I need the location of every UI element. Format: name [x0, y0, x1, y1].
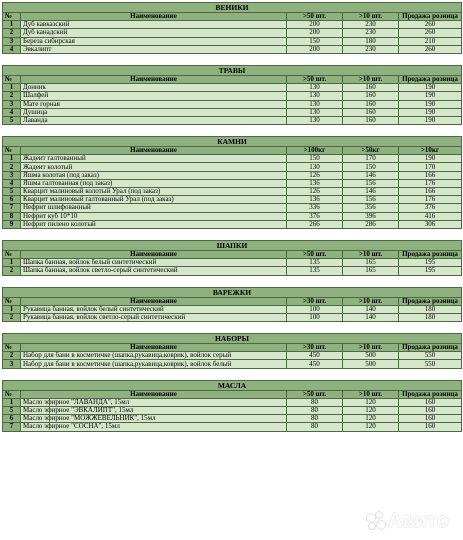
price-retail: 180 [399, 313, 462, 321]
price-retail: 210 [399, 37, 462, 45]
product-name: Донник [21, 84, 287, 92]
row-number: 1 [3, 21, 21, 29]
price-retail: 170 [399, 163, 462, 171]
price-tier-2: 180 [343, 37, 399, 45]
product-name: Береза сибирская [21, 37, 287, 45]
header-tier-1: >100кг [287, 147, 343, 155]
section-4 [2, 287, 461, 323]
table-row [3, 155, 462, 163]
price-tier-1: 126 [287, 171, 343, 179]
header-tier-2: >10 шт. [343, 13, 399, 21]
header-retail: Продажа розница [399, 13, 462, 21]
section-title: КАМНИ [3, 137, 462, 147]
price-tier-1: 80 [287, 423, 343, 431]
row-number: 4 [3, 45, 21, 53]
section-1 [2, 65, 461, 125]
product-name: Яшма колотая (под заказ) [21, 171, 287, 179]
table-row [3, 179, 462, 187]
section-title: НАБОРЫ [3, 334, 462, 344]
header-tier-1: >50 шт. [287, 390, 343, 398]
price-tier-1: 130 [287, 100, 343, 108]
header-num: № [3, 75, 21, 83]
row-number: 5 [3, 407, 21, 415]
price-tier-2: 156 [343, 196, 399, 204]
table-row [3, 29, 462, 37]
product-name: Масло эфирное "МОЖЖЕВЕЛЬНИК", 15мл [21, 415, 287, 423]
header-num: № [3, 390, 21, 398]
price-tier-2: 120 [343, 423, 399, 431]
price-list [2, 2, 461, 443]
table-row [3, 352, 462, 360]
row-number: 1 [3, 155, 21, 163]
price-tier-1: 200 [287, 45, 343, 53]
product-name: Набор для бани в косметичке (шапка,рукавица,коврик), войлок белый [21, 360, 287, 368]
product-name: Душица [21, 108, 287, 116]
header-name: Наименование [21, 390, 287, 398]
price-retail: 550 [399, 352, 462, 360]
header-row [3, 250, 462, 258]
price-tier-2: 146 [343, 171, 399, 179]
section-title-row [3, 3, 462, 13]
table-row [3, 100, 462, 108]
header-name: Наименование [21, 250, 287, 258]
table-row [3, 204, 462, 212]
header-name: Наименование [21, 344, 287, 352]
header-name: Наименование [21, 13, 287, 21]
price-tier-2: 160 [343, 100, 399, 108]
header-row [3, 390, 462, 398]
section-6 [2, 380, 461, 432]
row-number: 7 [3, 423, 21, 431]
price-tier-1: 130 [287, 92, 343, 100]
price-tier-1: 136 [287, 196, 343, 204]
table-row [3, 171, 462, 179]
price-tier-2: 160 [343, 116, 399, 124]
price-retail: 176 [399, 196, 462, 204]
table-row [3, 415, 462, 423]
price-tier-2: 156 [343, 179, 399, 187]
header-retail: Продажа розница [399, 344, 462, 352]
product-name: Масло эфирное "ЭВКАЛИПТ", 15мл [21, 407, 287, 415]
table-row [3, 360, 462, 368]
header-num: № [3, 13, 21, 21]
price-tier-1: 130 [287, 163, 343, 171]
section-title-row [3, 334, 462, 344]
header-tier-1: >30 шт. [287, 344, 343, 352]
row-number: 4 [3, 179, 21, 187]
price-tier-2: 500 [343, 360, 399, 368]
product-name: Жадеит галтованный [21, 155, 287, 163]
price-tier-2: 120 [343, 407, 399, 415]
header-num: № [3, 297, 21, 305]
price-tier-2: 150 [343, 163, 399, 171]
section-title-row [3, 240, 462, 250]
price-table [2, 240, 462, 276]
row-number: 6 [3, 415, 21, 423]
header-tier-2: >10 шт. [343, 75, 399, 83]
header-num: № [3, 250, 21, 258]
section-5 [2, 333, 461, 369]
header-name: Наименование [21, 297, 287, 305]
section-title: ВЕНИКИ [3, 3, 462, 13]
table-row [3, 398, 462, 406]
table-row [3, 259, 462, 267]
table-row [3, 108, 462, 116]
price-table [2, 2, 462, 54]
row-number: 1 [3, 259, 21, 267]
price-tier-2: 500 [343, 352, 399, 360]
section-title: ТРАВЫ [3, 65, 462, 75]
price-tier-1: 126 [287, 188, 343, 196]
product-name: Яшма галтованная (под заказ) [21, 179, 287, 187]
table-row [3, 163, 462, 171]
price-tier-1: 80 [287, 415, 343, 423]
price-tier-1: 130 [287, 116, 343, 124]
row-number: 2 [3, 29, 21, 37]
price-tier-1: 136 [287, 179, 343, 187]
row-number: 7 [3, 204, 21, 212]
table-row [3, 267, 462, 275]
header-tier-1: >50 шт. [287, 75, 343, 83]
price-table [2, 136, 462, 229]
price-tier-2: 140 [343, 305, 399, 313]
price-tier-2: 230 [343, 21, 399, 29]
row-number: 2 [3, 352, 21, 360]
row-number: 1 [3, 398, 21, 406]
price-retail: 160 [399, 415, 462, 423]
table-row [3, 21, 462, 29]
price-tier-2: 160 [343, 84, 399, 92]
section-0 [2, 2, 461, 54]
product-name: Набор для бани в косметичке (шапка,рукавица,коврик), войлок серый [21, 352, 287, 360]
header-retail: Продажа розница [399, 75, 462, 83]
price-tier-1: 130 [287, 84, 343, 92]
price-tier-2: 160 [343, 92, 399, 100]
table-row [3, 313, 462, 321]
product-name: Жадеит колотый [21, 163, 287, 171]
price-retail: 416 [399, 212, 462, 220]
table-row [3, 45, 462, 53]
header-retail: Продажа розница [399, 297, 462, 305]
product-name: Нефрит шлифованный [21, 204, 287, 212]
row-number: 4 [3, 108, 21, 116]
header-retail: >10кг [399, 147, 462, 155]
price-table [2, 65, 462, 125]
price-tier-1: 336 [287, 204, 343, 212]
section-title-row [3, 287, 462, 297]
table-row [3, 37, 462, 45]
product-name: Дуб канадский [21, 29, 287, 37]
header-retail: Продажа розница [399, 390, 462, 398]
price-retail: 195 [399, 267, 462, 275]
price-retail: 180 [399, 305, 462, 313]
price-tier-2: 140 [343, 313, 399, 321]
price-tier-1: 80 [287, 398, 343, 406]
price-retail: 260 [399, 21, 462, 29]
price-retail: 260 [399, 29, 462, 37]
header-tier-1: >50 шт. [287, 250, 343, 258]
price-table [2, 333, 462, 369]
product-name: Шапка банная, войлок светло-серый синтетический [21, 267, 287, 275]
price-tier-1: 376 [287, 212, 343, 220]
price-tier-1: 200 [287, 29, 343, 37]
section-title: ШАПКИ [3, 240, 462, 250]
row-number: 6 [3, 196, 21, 204]
price-retail: 550 [399, 360, 462, 368]
product-name: Рукавица банная, войлок светло-серый синтетический [21, 313, 287, 321]
row-number: 9 [3, 220, 21, 228]
header-tier-2: >10 шт. [343, 297, 399, 305]
table-row [3, 220, 462, 228]
section-title-row [3, 137, 462, 147]
product-name: Кварцит малиновый колотый Урал (под заказ) [21, 188, 287, 196]
price-tier-2: 160 [343, 108, 399, 116]
row-number: 5 [3, 188, 21, 196]
product-name: Эвкалипт [21, 45, 287, 53]
table-row [3, 407, 462, 415]
avito-logo-icon [365, 511, 385, 531]
header-retail: Продажа розница [399, 250, 462, 258]
table-row [3, 188, 462, 196]
table-row [3, 212, 462, 220]
row-number: 5 [3, 116, 21, 124]
header-tier-2: >10 шт. [343, 250, 399, 258]
price-tier-2: 170 [343, 155, 399, 163]
row-number: 2 [3, 163, 21, 171]
price-tier-2: 230 [343, 45, 399, 53]
header-row [3, 147, 462, 155]
price-tier-2: 356 [343, 204, 399, 212]
price-tier-1: 135 [287, 259, 343, 267]
price-tier-1: 150 [287, 37, 343, 45]
table-row [3, 92, 462, 100]
price-table [2, 287, 462, 323]
price-tier-2: 396 [343, 212, 399, 220]
section-2 [2, 136, 461, 229]
product-name: Шалфей [21, 92, 287, 100]
header-tier-1: >30 шт. [287, 297, 343, 305]
price-tier-1: 450 [287, 360, 343, 368]
product-name: Мате горная [21, 100, 287, 108]
price-retail: 190 [399, 84, 462, 92]
price-retail: 190 [399, 108, 462, 116]
price-tier-2: 286 [343, 220, 399, 228]
header-tier-2: >50кг [343, 147, 399, 155]
price-retail: 195 [399, 259, 462, 267]
row-number: 2 [3, 92, 21, 100]
price-tier-2: 146 [343, 188, 399, 196]
header-tier-2: >10 шт. [343, 390, 399, 398]
table-row [3, 116, 462, 124]
price-tier-1: 130 [287, 108, 343, 116]
row-number: 2 [3, 313, 21, 321]
table-row [3, 423, 462, 431]
table-row [3, 196, 462, 204]
header-row [3, 344, 462, 352]
header-tier-1: >50 шт. [287, 13, 343, 21]
price-tier-2: 230 [343, 29, 399, 37]
price-retail: 160 [399, 407, 462, 415]
row-number: 1 [3, 84, 21, 92]
price-retail: 166 [399, 171, 462, 179]
price-retail: 260 [399, 45, 462, 53]
price-retail: 376 [399, 204, 462, 212]
row-number: 1 [3, 305, 21, 313]
avito-watermark [365, 508, 457, 534]
price-retail: 160 [399, 423, 462, 431]
product-name: Масло эфирное "СОСНА", 15мл [21, 423, 287, 431]
product-name: Шапка банная, войлок белый синтетический [21, 259, 287, 267]
price-tier-1: 450 [287, 352, 343, 360]
price-table [2, 380, 462, 432]
product-name: Рукавица банная, войлок белый синтетический [21, 305, 287, 313]
header-num: № [3, 147, 21, 155]
price-retail: 190 [399, 92, 462, 100]
header-row [3, 75, 462, 83]
row-number: 3 [3, 100, 21, 108]
table-row [3, 84, 462, 92]
price-retail: 190 [399, 155, 462, 163]
watermark-text: Авито [388, 509, 449, 532]
section-title-row [3, 380, 462, 390]
price-retail: 306 [399, 220, 462, 228]
product-name: Масло эфирное "ЛАВАНДА", 15мл [21, 398, 287, 406]
product-name: Лаванда [21, 116, 287, 124]
price-retail: 190 [399, 100, 462, 108]
row-number: 3 [3, 360, 21, 368]
row-number: 3 [3, 37, 21, 45]
price-tier-2: 165 [343, 267, 399, 275]
price-tier-1: 266 [287, 220, 343, 228]
section-title: ВАРЕЖКИ [3, 287, 462, 297]
price-tier-2: 165 [343, 259, 399, 267]
header-name: Наименование [21, 75, 287, 83]
price-tier-1: 135 [287, 267, 343, 275]
header-name: Наименование [21, 147, 287, 155]
section-title: МАСЛА [3, 380, 462, 390]
price-tier-1: 150 [287, 155, 343, 163]
header-tier-2: >10 шт. [343, 344, 399, 352]
price-tier-1: 80 [287, 407, 343, 415]
price-tier-2: 120 [343, 415, 399, 423]
header-num: № [3, 344, 21, 352]
section-3 [2, 240, 461, 276]
row-number: 8 [3, 212, 21, 220]
product-name: Нефрит куб 10*10 [21, 212, 287, 220]
row-number: 3 [3, 171, 21, 179]
price-tier-1: 200 [287, 21, 343, 29]
product-name: Кварцит малиновый галтованный Урал (под заказ) [21, 196, 287, 204]
price-retail: 176 [399, 179, 462, 187]
section-title-row [3, 65, 462, 75]
price-retail: 160 [399, 398, 462, 406]
product-name: Нефрит пиленo колотый [21, 220, 287, 228]
product-name: Дуб кавказский [21, 21, 287, 29]
price-retail: 190 [399, 116, 462, 124]
price-retail: 166 [399, 188, 462, 196]
header-row [3, 297, 462, 305]
price-tier-1: 100 [287, 313, 343, 321]
row-number: 2 [3, 267, 21, 275]
price-tier-2: 120 [343, 398, 399, 406]
table-row [3, 305, 462, 313]
header-row [3, 13, 462, 21]
price-tier-1: 100 [287, 305, 343, 313]
